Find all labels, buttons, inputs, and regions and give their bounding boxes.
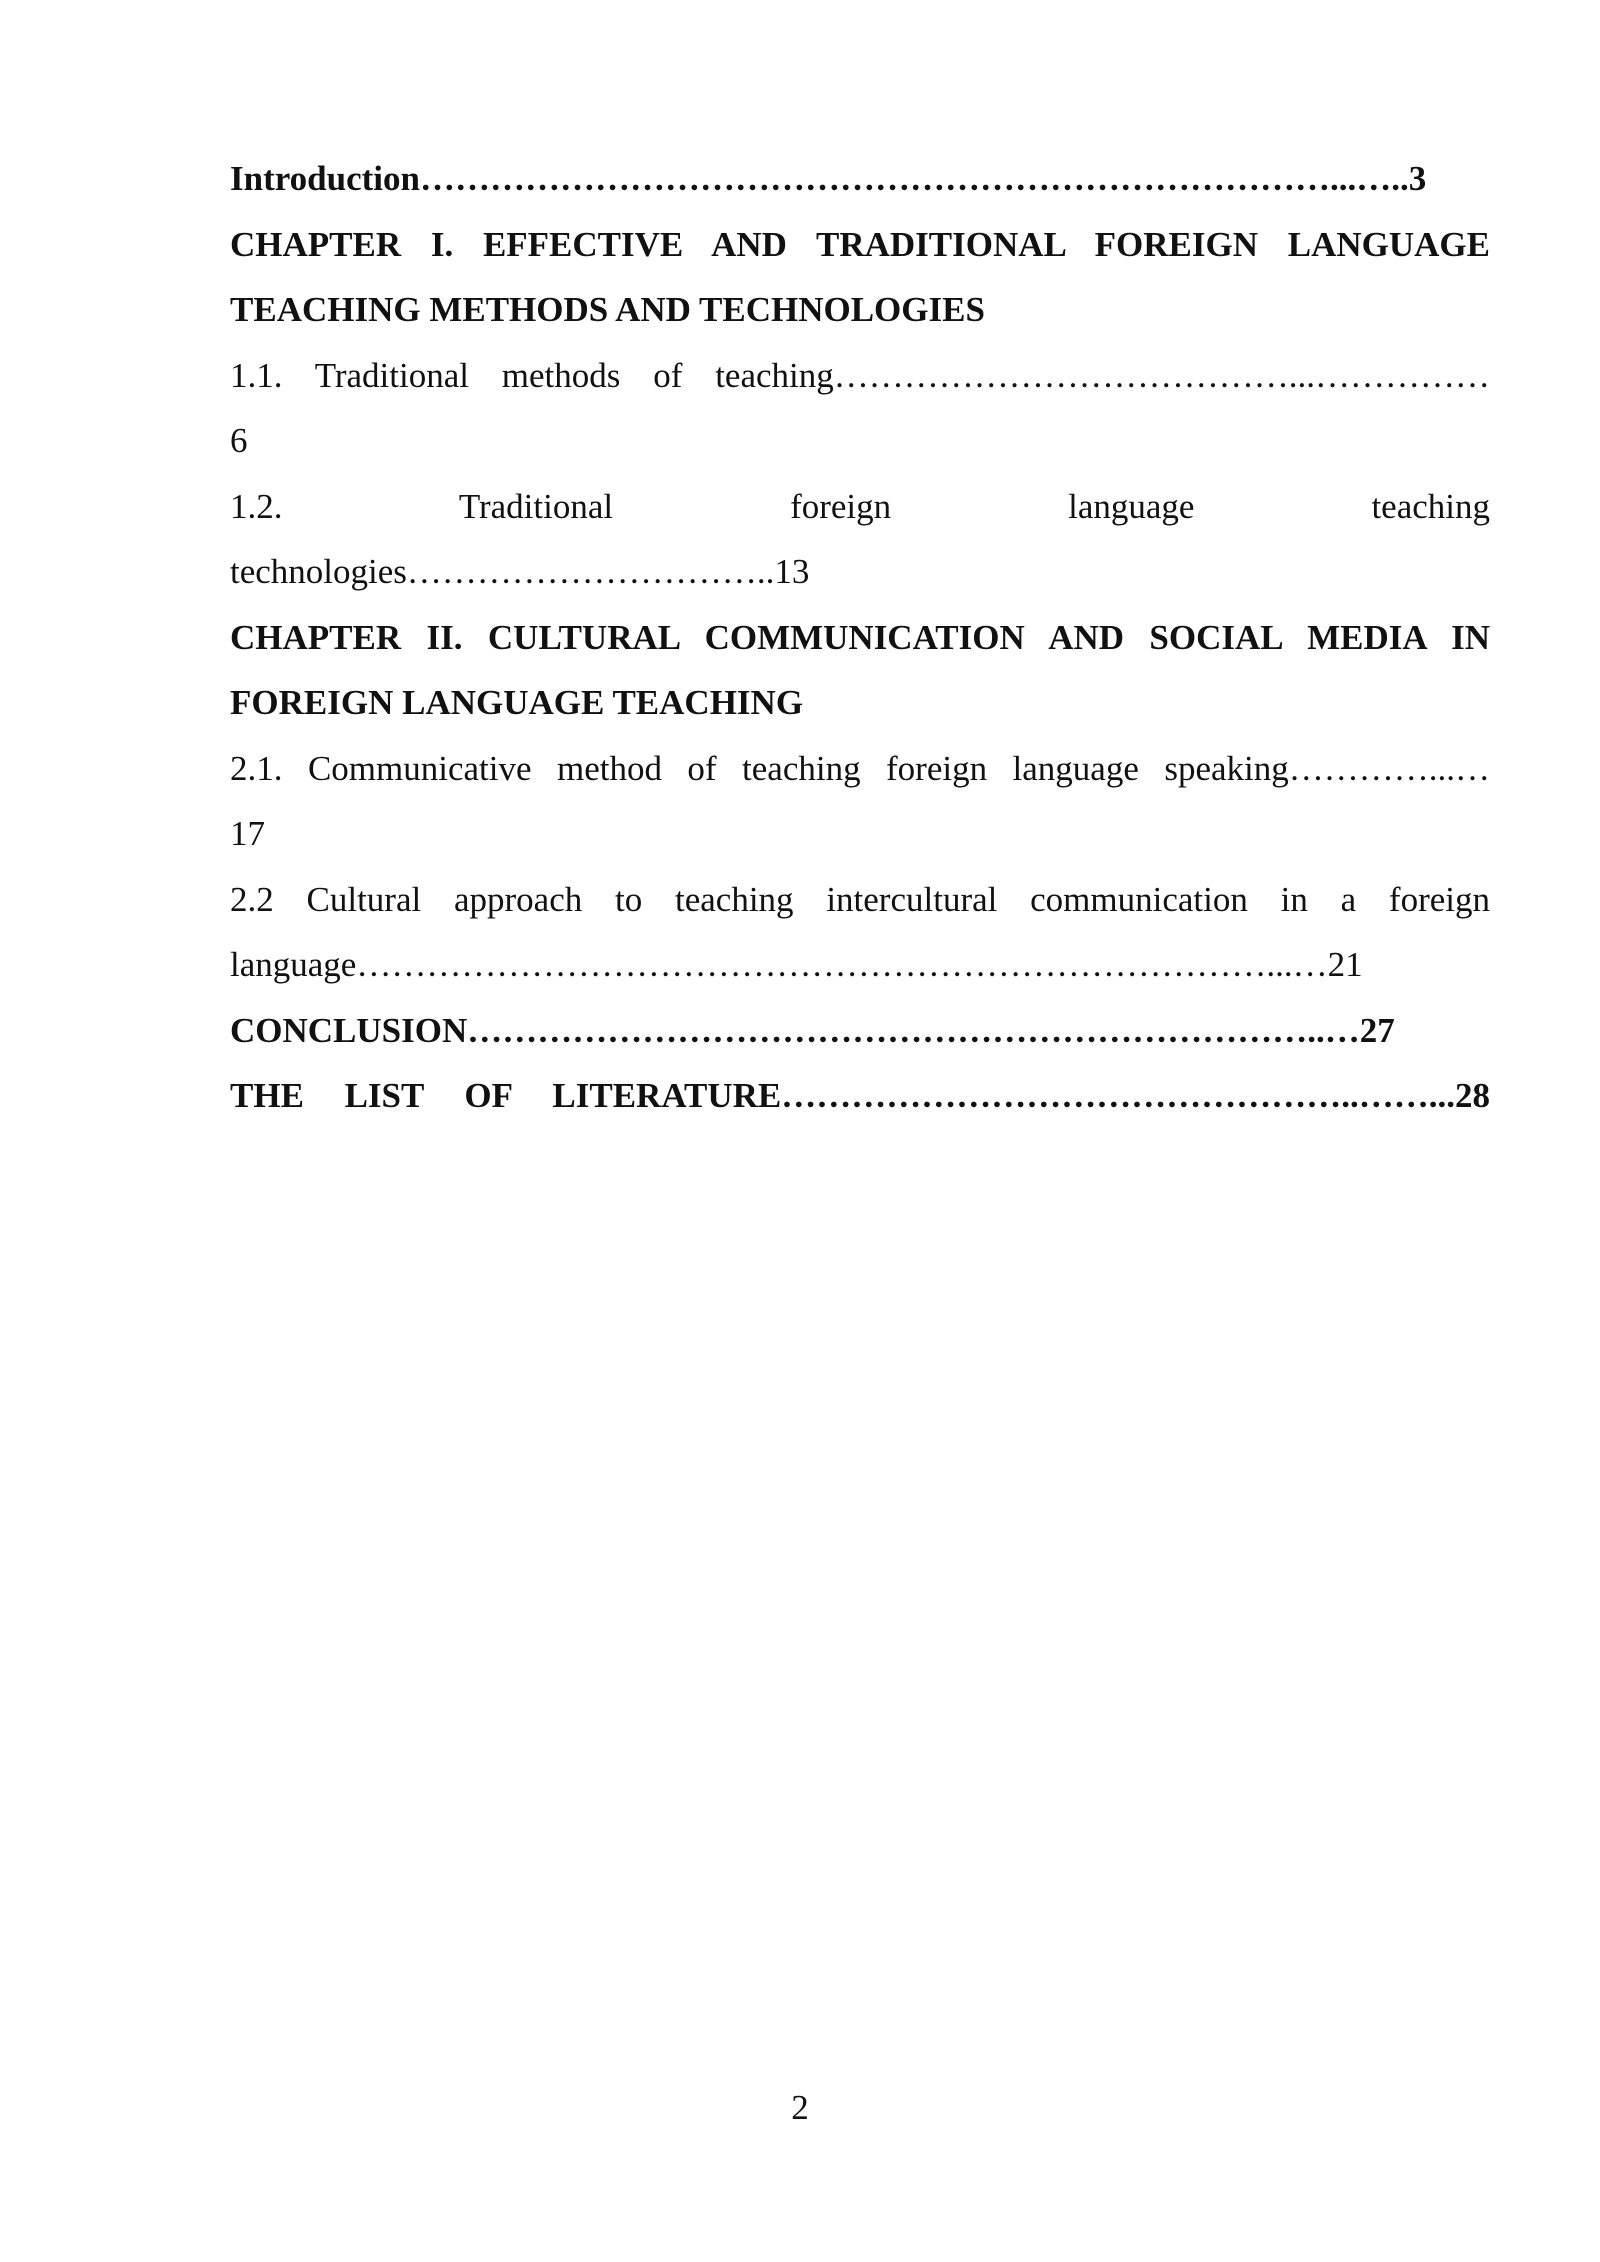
toc-section-1-1-page: 6 bbox=[230, 421, 248, 460]
toc-chapter-1-title-line-2: TEACHING METHODS AND TECHNOLOGIES bbox=[230, 290, 985, 329]
table-of-contents bbox=[230, 146, 1490, 1129]
toc-chapter-1-title-line-1: CHAPTER I. EFFECTIVE AND TRADITIONAL FOREIGN LANGUAGE bbox=[230, 224, 1490, 264]
toc-chapter-2-title-line-1: CHAPTER II. CULTURAL COMMUNICATION AND SOCIAL MEDIA IN bbox=[230, 617, 1490, 657]
toc-section-1-2-page: technologies…………………………..13 bbox=[230, 552, 810, 591]
toc-section-2-1: 2.1. Communicative method of teaching foreign language speaking…………...… bbox=[230, 748, 1490, 788]
toc-section-1-1: 1.1. Traditional methods of teaching…………………………………...…………… bbox=[230, 355, 1490, 395]
toc-chapter-2-title-line-2: FOREIGN LANGUAGE TEACHING bbox=[230, 683, 804, 722]
toc-conclusion: CONCLUSION………………………………………………………………..…27 bbox=[230, 1010, 1395, 1050]
page-number: 2 bbox=[791, 2088, 809, 2127]
toc-introduction: Introduction……………………………………………………………………...…..3 bbox=[230, 159, 1427, 198]
toc-section-2-2: 2.2 Cultural approach to teaching intercultural communication in a foreign bbox=[230, 879, 1490, 919]
toc-section-2-2-page: language……………………………………………………………………...…21 bbox=[230, 945, 1363, 984]
toc-literature: THE LIST OF LITERATURE…………………………………………..……...28 bbox=[230, 1076, 1490, 1115]
toc-section-1-2: 1.2. Traditional foreign language teaching bbox=[230, 486, 1490, 526]
toc-section-2-1-page: 17 bbox=[230, 814, 265, 853]
